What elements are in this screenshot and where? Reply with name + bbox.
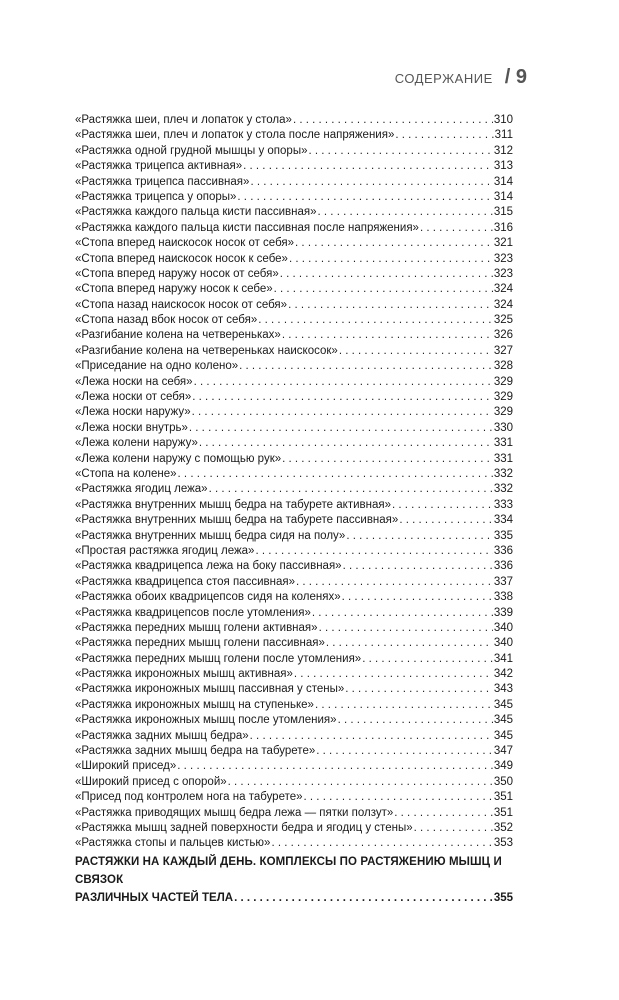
toc-entry-page: 316 — [493, 221, 513, 234]
toc-entry-page: 340 — [493, 621, 513, 634]
toc-entry-page: 338 — [493, 591, 513, 604]
toc-entry-title: «Растяжка квадрицепса стоя пассивная» — [75, 575, 295, 588]
toc-entry-title: «Растяжка каждого пальца кисти пассивная» — [75, 206, 317, 219]
toc-entry-title: «Разгибание колена на четвереньках наискосок» — [75, 344, 338, 357]
leader-dots — [392, 498, 493, 513]
leader-dots — [228, 775, 493, 790]
toc-entry-page: 323 — [493, 252, 513, 265]
toc-entry-title: «Стопа вперед наискосок носок от себя» — [75, 237, 295, 250]
toc-entry — [75, 298, 513, 313]
leader-dots — [189, 421, 493, 436]
toc-entry — [75, 590, 513, 605]
toc-entry-page: 342 — [493, 668, 513, 681]
section-title: СОДЕРЖАНИЕ — [394, 71, 493, 86]
toc-entry-title: «Лежа носки наружу» — [75, 406, 191, 419]
toc-entry-page: 331 — [493, 452, 513, 465]
toc-entry-page: 323 — [493, 267, 513, 280]
toc-entry-title: «Растяжка передних мышц голени активная» — [75, 621, 318, 634]
toc-entry — [75, 375, 513, 390]
toc-entry — [75, 344, 513, 359]
leader-dots — [250, 729, 493, 744]
toc-entry-page: 341 — [493, 652, 513, 665]
toc-entry-title: «Растяжка икроножных мышц пассивная у стены» — [75, 683, 345, 696]
toc-entry-title: «Разгибание колена на четвереньках» — [75, 329, 281, 342]
toc-entry-title: «Растяжка передних мышц голени после утомления» — [75, 652, 362, 665]
leader-dots — [178, 467, 493, 482]
leader-dots — [271, 836, 492, 851]
leader-dots — [239, 359, 493, 374]
leader-dots — [346, 529, 493, 544]
toc-entry-page: 325 — [493, 314, 513, 327]
toc-entry — [75, 128, 513, 143]
leader-dots — [394, 806, 493, 821]
toc-entry — [75, 359, 513, 374]
toc-entry-title: «Растяжка мышц задней поверхности бедра и ягодиц у стены» — [75, 821, 413, 834]
leader-dots — [289, 252, 493, 267]
toc-entry-page: 321 — [493, 237, 513, 250]
toc-entry-page: 345 — [493, 729, 513, 742]
toc-entry-title: «Широкий присед с опорой» — [75, 775, 227, 788]
toc-entry-title: «Стопа вперед наискосок носок к себе» — [75, 252, 288, 265]
toc-entry — [75, 144, 513, 159]
leader-dots — [280, 267, 493, 282]
leader-dots — [318, 205, 493, 220]
section-heading-line1: РАСТЯЖКИ НА КАЖДЫЙ ДЕНЬ. КОМПЛЕКСЫ ПО РАСТЯЖЕНИЮ МЫШЦ И СВЯЗОК — [75, 855, 502, 886]
toc-entry-page: 324 — [493, 283, 513, 296]
toc-entry — [75, 405, 513, 420]
toc-entry-page: 312 — [493, 144, 513, 157]
leader-dots — [288, 298, 493, 313]
toc-entry — [75, 436, 513, 451]
leader-dots — [295, 236, 493, 251]
toc-entry-title: «Растяжка трицепса активная» — [75, 160, 243, 173]
leader-dots — [294, 667, 493, 682]
toc-entry — [75, 498, 513, 513]
leader-dots — [293, 113, 493, 128]
toc-entry-title: «Растяжка внутренних мышц бедра на табурете пассивная» — [75, 514, 399, 527]
toc-entry-title: «Растяжка задних мышц бедра» — [75, 729, 249, 742]
toc-entry-page: 334 — [493, 514, 513, 527]
toc-entry — [75, 452, 513, 467]
leader-dots — [338, 713, 493, 728]
leader-dots — [326, 636, 493, 651]
toc-entry — [75, 682, 513, 697]
toc-entry-title: «Приседание на одно колено» — [75, 360, 239, 373]
leader-dots — [282, 328, 493, 343]
section-heading-line2: РАЗЛИЧНЫХ ЧАСТЕЙ ТЕЛА — [75, 891, 234, 904]
toc-entry-page: 350 — [493, 775, 513, 788]
leader-dots — [339, 344, 493, 359]
toc-entry-title: «Растяжка передних мышц голени пассивная» — [75, 637, 325, 650]
leader-dots — [199, 436, 493, 451]
toc-entry-title: «Растяжка трицепса пассивная» — [75, 175, 250, 188]
toc-entry — [75, 790, 513, 805]
toc-entry-title: «Растяжка внутренних мышц бедра на табурете активная» — [75, 498, 392, 511]
leader-dots — [399, 513, 493, 528]
leader-dots — [414, 821, 493, 836]
toc-entry — [75, 482, 513, 497]
leader-dots — [312, 606, 493, 621]
toc-entry-page: 315 — [493, 206, 513, 219]
toc-entry-page: 343 — [493, 683, 513, 696]
toc-entry — [75, 775, 513, 790]
toc-entry-title: «Лежа носки от себя» — [75, 391, 192, 404]
toc-entry-page: 335 — [493, 529, 513, 542]
leader-dots — [282, 452, 493, 467]
toc-entry — [75, 113, 513, 128]
toc-entry-page: 331 — [493, 437, 513, 450]
toc-entry-page: 314 — [493, 190, 513, 203]
toc-entry-page: 332 — [493, 483, 513, 496]
toc-entry — [75, 190, 513, 205]
leader-dots — [362, 652, 493, 667]
leader-dots — [192, 405, 493, 420]
toc-entry-page: 311 — [494, 129, 513, 142]
toc-entry — [75, 267, 513, 282]
leader-dots — [296, 575, 493, 590]
toc-entry — [75, 606, 513, 621]
toc-entry-page: 326 — [493, 329, 513, 342]
toc-entry — [75, 759, 513, 774]
toc-entry — [75, 252, 513, 267]
leader-dots — [237, 190, 492, 205]
toc-entry-title: «Растяжка квадрицепсов после утомления» — [75, 606, 311, 619]
toc-entry-title: «Растяжка обоих квадрицепсов сидя на коленях» — [75, 591, 341, 604]
toc-entry-page: 330 — [493, 421, 513, 434]
toc-entry-title: «Растяжка шеи, плеч и лопаток у стола» — [75, 114, 292, 126]
toc-entry — [75, 744, 513, 759]
toc-entry-page: 339 — [493, 606, 513, 619]
toc-entry-title: «Растяжка икроножных мышц на ступеньке» — [75, 698, 314, 711]
toc-entry-title: «Лежа носки на себя» — [75, 375, 193, 388]
toc-entry-page: 347 — [493, 745, 513, 758]
toc-entry-page: 329 — [493, 406, 513, 419]
toc-entry-page: 336 — [493, 544, 513, 557]
toc-entry-title: «Растяжка задних мышц бедра на табурете» — [75, 745, 316, 758]
toc-entry-page: 337 — [493, 575, 513, 588]
toc-entry — [75, 698, 513, 713]
toc-entry-title: «Растяжка каждого пальца кисти пассивная после напряжения» — [75, 221, 419, 234]
toc-entry — [75, 559, 513, 574]
toc-entry-page: 332 — [493, 467, 513, 480]
toc-entry-title: «Широкий присед» — [75, 760, 177, 773]
toc-entry — [75, 282, 513, 297]
toc-entry — [75, 667, 513, 682]
toc-entry — [75, 421, 513, 436]
toc-entry-title: «Стопа вперед наружу носок от себя» — [75, 267, 279, 280]
leader-dots — [308, 144, 492, 159]
toc-entry-title: «Стопа назад наискосок носок от себя» — [75, 298, 288, 311]
toc-entry — [75, 729, 513, 744]
leader-dots — [342, 590, 493, 605]
toc-entry-page: 352 — [493, 821, 513, 834]
toc-entry-title: «Растяжка стопы и пальцев кистью» — [75, 837, 271, 850]
toc-entry-page: 314 — [493, 175, 513, 188]
toc-entry-page: 327 — [493, 344, 513, 357]
leader-dots — [243, 159, 493, 174]
toc-entry-page: 310 — [493, 114, 513, 126]
toc-entry — [75, 236, 513, 251]
toc-entry-title: «Растяжка икроножных мышц активная» — [75, 668, 293, 681]
toc-entry — [75, 621, 513, 636]
toc-entry-title: «Растяжка икроножных мышц после утомления» — [75, 714, 337, 727]
toc-entry-page: 340 — [493, 637, 513, 650]
toc-entry-title: «Стопа на колене» — [75, 467, 177, 480]
leader-dots — [304, 790, 493, 805]
toc-entry-page: 328 — [493, 360, 513, 373]
toc-entry — [75, 205, 513, 220]
toc-entry — [75, 513, 513, 528]
leader-dots — [315, 698, 493, 713]
toc-entry-page: 333 — [493, 498, 513, 511]
toc-entry — [75, 221, 513, 236]
toc-entry-page: 329 — [493, 391, 513, 404]
running-header — [395, 66, 527, 89]
toc-entry — [75, 175, 513, 190]
toc-entry-page: 349 — [493, 760, 513, 773]
toc-entry — [75, 313, 513, 328]
toc-entry-title: «Растяжка внутренних мышц бедра сидя на полу» — [75, 529, 346, 542]
leader-dots — [316, 744, 493, 759]
section-heading-row — [75, 889, 513, 907]
table-of-contents — [75, 113, 513, 907]
leader-dots — [258, 313, 493, 328]
toc-entry-page: 351 — [493, 791, 513, 804]
toc-entry-title: «Растяжка одной грудной мышцы у опоры» — [75, 144, 308, 157]
toc-entry-title: «Стопа назад вбок носок от себя» — [75, 314, 258, 327]
leader-dots — [194, 375, 493, 390]
toc-entry-page: 324 — [493, 298, 513, 311]
toc-entry — [75, 328, 513, 343]
toc-entry-page: 353 — [493, 837, 513, 850]
toc-entry-page: 345 — [493, 698, 513, 711]
toc-entry — [75, 836, 513, 851]
leader-dots — [343, 559, 493, 574]
leader-dots — [192, 390, 493, 405]
toc-entry-title: «Простая растяжка ягодиц лежа» — [75, 544, 255, 557]
toc-entry-page: 351 — [493, 806, 513, 819]
toc-entry-title: «Растяжка шеи, плеч и лопаток у стола после напряжения» — [75, 129, 395, 142]
leader-dots — [319, 621, 493, 636]
toc-entry-title: «Присед под контролем нога на табурете» — [75, 791, 303, 804]
toc-entry — [75, 575, 513, 590]
toc-entry-title: «Лежа носки внутрь» — [75, 421, 188, 434]
toc-entry — [75, 821, 513, 836]
leader-dots — [345, 682, 493, 697]
toc-entry — [75, 636, 513, 651]
toc-entry — [75, 159, 513, 174]
leader-dots — [234, 889, 493, 907]
toc-entry-page: 313 — [493, 160, 513, 173]
toc-entry-page: 336 — [493, 560, 513, 573]
toc-entry-page: 345 — [493, 714, 513, 727]
leader-dots — [250, 175, 492, 190]
toc-entry — [75, 806, 513, 821]
toc-entry — [75, 467, 513, 482]
toc-entry — [75, 529, 513, 544]
toc-entry-page: 329 — [493, 375, 513, 388]
leader-dots — [209, 482, 493, 497]
toc-entry — [75, 713, 513, 728]
toc-entry — [75, 544, 513, 559]
section-page: 355 — [493, 891, 513, 904]
toc-entry-title: «Растяжка ягодиц лежа» — [75, 483, 208, 496]
page-number: / 9 — [504, 66, 527, 88]
toc-entry-title: «Растяжка приводящих мышц бедра лежа — пятки ползут» — [75, 806, 394, 819]
leader-dots — [274, 282, 493, 297]
toc-entry-title: «Растяжка квадрицепса лежа на боку пассивная» — [75, 560, 342, 573]
leader-dots — [395, 128, 493, 143]
toc-entry-title: «Стопа вперед наружу носок к себе» — [75, 283, 273, 296]
toc-entry — [75, 390, 513, 405]
leader-dots — [255, 544, 492, 559]
toc-entry-title: «Лежа колени наружу» — [75, 437, 198, 450]
toc-entry-title: «Растяжка трицепса у опоры» — [75, 190, 237, 203]
leader-dots — [420, 221, 493, 236]
toc-entry-title: «Лежа колени наружу с помощью рук» — [75, 452, 282, 465]
toc-entry — [75, 652, 513, 667]
leader-dots — [177, 759, 493, 774]
